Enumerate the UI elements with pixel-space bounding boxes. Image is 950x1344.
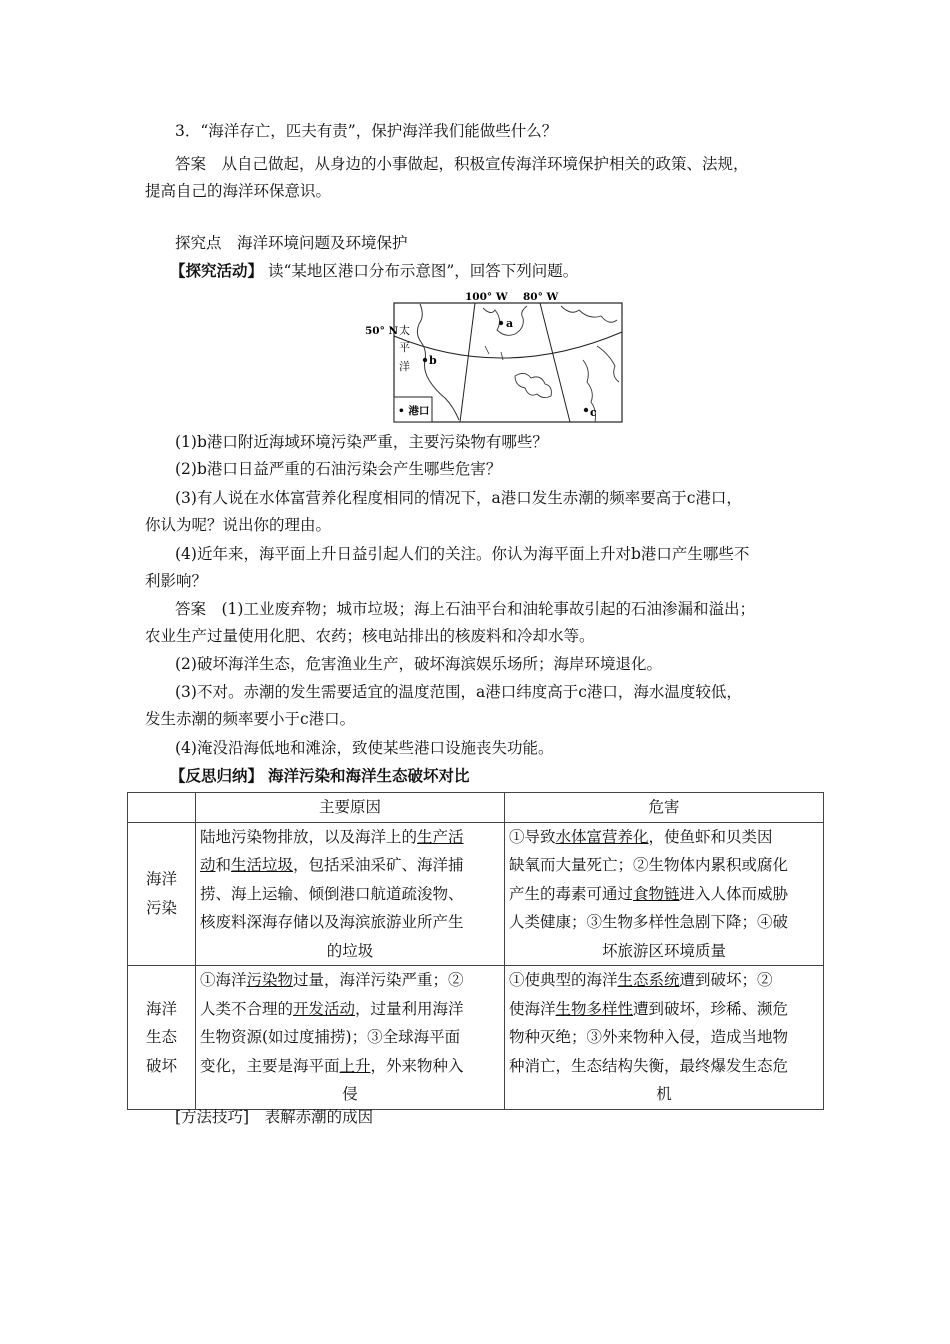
q3-question: 3．“海洋存亡，匹夫有责”，保护海洋我们能做些什么？ <box>175 122 558 140</box>
cause-line: 人类不合理的开发活动，过量利用海洋 <box>200 999 464 1018</box>
harm-line: 机 <box>656 1085 672 1103</box>
row-name-line: 海洋 <box>145 999 177 1018</box>
answer-2: (2)破坏海洋生态，危害渔业生产，破坏海滨娱乐场所；海岸环境退化。 <box>175 655 662 673</box>
question-4-line2: 利影响？ <box>145 572 208 590</box>
activity-text: 读“某地区港口分布示意图”，回答下列问题。 <box>267 262 579 280</box>
legend-text: • 港口 <box>398 405 430 417</box>
table-row <box>128 822 824 966</box>
harm-cell-pollution <box>505 822 824 966</box>
label-50n: 50° N <box>365 325 399 337</box>
answer-3-line2: 发生赤潮的频率要小于c港口。 <box>145 710 356 728</box>
section-title: 探究点 海洋环境问题及环境保护 <box>175 234 408 252</box>
cause-line: 核废料深海存储以及海滨旅游业所产生 <box>200 913 464 931</box>
cause-line: 动和生活垃圾，包括采油采矿、海洋捕 <box>200 856 464 874</box>
cause-line: 陆地污染物排放，以及海洋上的生产活 <box>200 827 464 846</box>
port-c-dot <box>584 408 588 412</box>
question-4-line1: (4)近年来，海平面上升日益引起人们的关注。你认为海平面上升对b港口产生哪些不 <box>175 545 750 563</box>
cause-line: 生物资源(如过度捕捞)；③全球海平面 <box>200 1028 461 1046</box>
table-header-row <box>128 793 824 823</box>
activity-line <box>170 258 578 284</box>
question-3-line1: (3)有人说在水体富营养化程度相同的情况下，a港口发生赤潮的频率要高于c港口， <box>175 489 742 507</box>
reflect-line <box>170 763 469 789</box>
harm-line: ①导致水体富营养化，使鱼虾和贝类因 <box>509 827 773 846</box>
cause-cell-ecology <box>196 966 505 1110</box>
label-80w: 80° W <box>523 291 559 303</box>
answer-4: (4)淹没沿海低地和滩涂，致使某些港口设施丧失功能。 <box>175 739 554 757</box>
question-3-line2: 你认为呢？说出你的理由。 <box>145 516 332 534</box>
ocean-char-1: 太 <box>399 324 410 337</box>
harm-line: 物种灭绝；③外来物种入侵，造成当地物 <box>509 1028 789 1046</box>
harm-line: 产生的毒素可通过食物链进入人体而威胁 <box>509 884 789 903</box>
reflect-label: 【反思归纳】 <box>170 766 264 785</box>
answer-1-line1: 答案 (1)工业废弃物；城市垃圾；海上石油平台和油轮事故引起的石油渗漏和溢出； <box>175 600 755 618</box>
label-port-b: b <box>429 354 437 367</box>
port-a-dot <box>499 321 503 325</box>
harm-line: 人类健康；③生物多样性急剧下降；④破 <box>509 913 789 931</box>
ocean-char-3: 洋 <box>399 360 410 373</box>
question-2: (2)b港口日益严重的石油污染会产生哪些危害？ <box>175 460 502 478</box>
row-name-pollution <box>128 822 196 966</box>
activity-label: 【探究活动】 <box>170 261 264 280</box>
harm-line: 使海洋生物多样性遭到破坏，珍稀、濒危 <box>509 999 789 1018</box>
row-name-line: 破坏 <box>145 1056 177 1075</box>
harm-line: ①使典型的海洋生态系统遭到破坏；② <box>509 971 773 989</box>
port-distribution-map <box>365 290 625 424</box>
port-b-dot <box>423 358 427 362</box>
cause-line: 侵 <box>342 1085 358 1103</box>
header-cause: 主要原因 <box>196 793 505 823</box>
reflect-text: 海洋污染和海洋生态破坏对比 <box>267 766 470 785</box>
question-1: (1)b港口附近海域环境污染严重，主要污染物有哪些？ <box>175 433 548 451</box>
cause-cell-pollution <box>196 822 505 966</box>
row-name-line: 生态 <box>145 1028 177 1046</box>
row-name-ecology <box>128 966 196 1110</box>
label-100w: 100° W <box>465 291 508 303</box>
row-name-line: 海洋 <box>145 870 177 889</box>
row-name-line: 污染 <box>145 898 177 917</box>
method-heading: [方法技巧] 表解赤潮的成因 <box>175 1108 374 1126</box>
answer-3-line1: (3)不对。赤潮的发生需要适宜的温度范围，a港口纬度高于c港口，海水温度较低， <box>175 683 742 701</box>
label-port-a: a <box>506 317 514 330</box>
table-row <box>128 966 824 1110</box>
header-harm: 危害 <box>505 793 824 823</box>
cause-line: 变化，主要是海平面上升，外来物种入 <box>200 1056 464 1075</box>
ocean-char-2: 平 <box>399 341 410 354</box>
cause-line: 捞、海上运输、倾倒港口航道疏浚物、 <box>200 884 464 903</box>
harm-line: 坏旅游区环境质量 <box>601 941 726 960</box>
q3-answer-line1: 答案 从自己做起，从身边的小事做起，积极宣传海洋环境保护相关的政策、法规， <box>175 155 749 173</box>
harm-cell-ecology <box>505 966 824 1110</box>
harm-line: 种消亡，生态结构失衡，最终爆发生态危 <box>509 1056 789 1075</box>
answer-1-line2: 农业生产过量使用化肥、农药；核电站排出的核废料和冷却水等。 <box>145 627 595 645</box>
q3-answer-line2: 提高自己的海洋环保意识。 <box>145 182 332 200</box>
cause-line: 的垃圾 <box>326 941 374 960</box>
harm-line: 缺氧而大量死亡；②生物体内累积或腐化 <box>509 856 789 874</box>
comparison-table <box>127 792 824 1110</box>
cause-line: ①海洋污染物过量，海洋污染严重；② <box>200 971 464 989</box>
header-blank <box>128 793 196 823</box>
label-port-c: c <box>590 406 597 419</box>
